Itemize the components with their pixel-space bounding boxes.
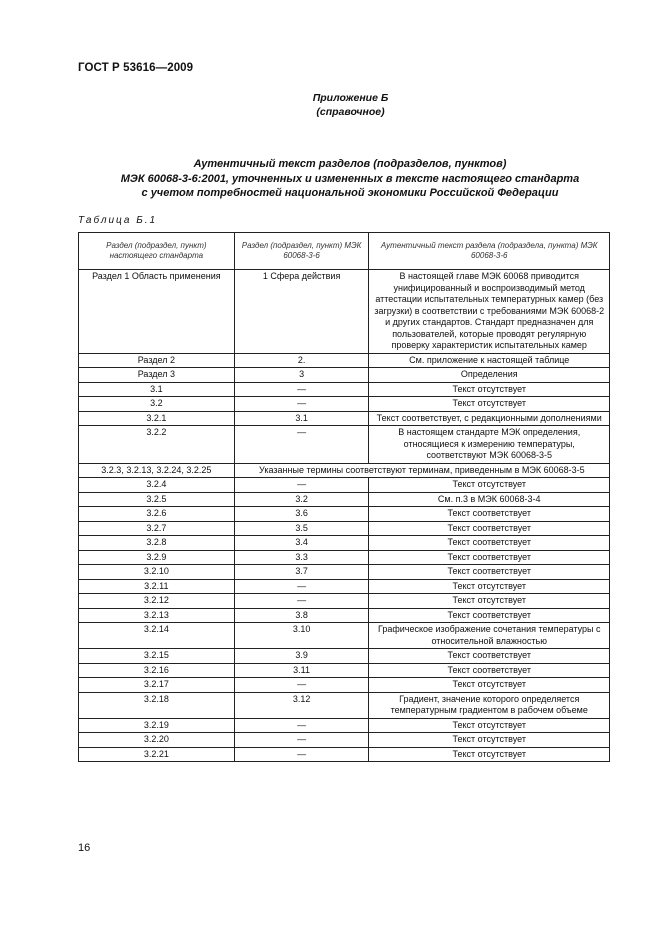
cell-authentic-text: Текст соответствует: [369, 550, 610, 565]
appendix-subtitle: (справочное): [316, 106, 385, 118]
cell-iec-section: —: [234, 678, 369, 693]
cell-authentic-text: В настоящей главе МЭК 60068 приводится унифицированный и воспроизводимый метод аттестации испытательных температурных камер (без загрузки) в соответствии с требованиями МЭК 60068-2 и других стандартов. Стандарт предназначен для пользователей, которые проводят регулярную проверку характеристик испытательных камер: [369, 270, 610, 354]
cell-this-standard: 3.2.4: [79, 478, 235, 493]
cell-this-standard: 3.2.7: [79, 521, 235, 536]
table-row: [79, 411, 610, 426]
cell-authentic-text: Определения: [369, 368, 610, 383]
table-row: [79, 492, 610, 507]
cell-authentic-text: Текст отсутствует: [369, 594, 610, 609]
cell-iec-section: 2.: [234, 353, 369, 368]
document-standard-number: ГОСТ Р 53616—2009: [78, 62, 194, 74]
cell-iec-section: —: [234, 426, 369, 464]
cell-this-standard: Раздел 1 Область применения: [79, 270, 235, 354]
cell-authentic-text: Текст соответствует: [369, 536, 610, 551]
cell-this-standard: Раздел 2: [79, 353, 235, 368]
table-row: [79, 678, 610, 693]
cell-this-standard: 3.2.11: [79, 579, 235, 594]
cell-iec-section: 3.6: [234, 507, 369, 522]
cell-this-standard: 3.2: [79, 397, 235, 412]
header-this-standard: Раздел (подраздел, пункт) настоящего стандарта: [79, 233, 235, 270]
cell-this-standard: 3.2.16: [79, 663, 235, 678]
cell-this-standard: 3.2.3, 3.2.13, 3.2.24, 3.2.25: [79, 463, 235, 478]
cell-this-standard: 3.2.2: [79, 426, 235, 464]
cell-authentic-text: Текст соответствует: [369, 565, 610, 580]
cell-iec-section: 3.9: [234, 649, 369, 664]
appendix-title: Приложение Б: [312, 92, 389, 104]
table-row: [79, 426, 610, 464]
cell-this-standard: 3.2.20: [79, 733, 235, 748]
cell-authentic-text: См. п.3 в МЭК 60068-3-4: [369, 492, 610, 507]
table-row: [79, 353, 610, 368]
cell-authentic-text: Текст соответствует, с редакционными дополнениями: [369, 411, 610, 426]
cell-this-standard: 3.2.1: [79, 411, 235, 426]
cell-this-standard: 3.2.5: [79, 492, 235, 507]
page-number: 16: [78, 842, 91, 854]
cell-iec-section: 3.12: [234, 692, 369, 718]
table-header-row: [79, 233, 610, 270]
table-row: [79, 692, 610, 718]
table-row: [79, 579, 610, 594]
cell-iec-section: —: [234, 594, 369, 609]
comparison-table: [78, 232, 610, 762]
table-row: [79, 747, 610, 762]
cell-iec-section: 3.2: [234, 492, 369, 507]
cell-iec-section: 3.3: [234, 550, 369, 565]
cell-iec-section: —: [234, 382, 369, 397]
cell-this-standard: Раздел 3: [79, 368, 235, 383]
table-row: [79, 270, 610, 354]
table-row: [79, 463, 610, 478]
cell-this-standard: 3.2.10: [79, 565, 235, 580]
cell-iec-section: —: [234, 718, 369, 733]
cell-this-standard: 3.2.21: [79, 747, 235, 762]
cell-iec-section: 3.5: [234, 521, 369, 536]
cell-iec-section: —: [234, 478, 369, 493]
cell-authentic-text: Текст соответствует: [369, 649, 610, 664]
section-title-line-3: с учетом потребностей национальной экономики Российской Федерации: [141, 187, 559, 199]
cell-iec-section: —: [234, 397, 369, 412]
table-row: [79, 608, 610, 623]
cell-authentic-text: См. приложение к настоящей таблице: [369, 353, 610, 368]
table-row: [79, 550, 610, 565]
table-row: [79, 521, 610, 536]
cell-iec-section: 3.4: [234, 536, 369, 551]
table-caption: Таблица Б.1: [78, 215, 158, 226]
cell-this-standard: 3.2.9: [79, 550, 235, 565]
cell-authentic-text: Текст соответствует: [369, 663, 610, 678]
cell-authentic-text: Текст отсутствует: [369, 579, 610, 594]
table-row: [79, 507, 610, 522]
table-row: [79, 536, 610, 551]
header-iec-section: Раздел (подраздел, пункт) МЭК 60068-3-6: [234, 233, 369, 270]
cell-iec-section: —: [234, 579, 369, 594]
cell-iec-section: —: [234, 733, 369, 748]
section-title-line-1: Аутентичный текст разделов (подразделов, пунктов): [193, 158, 507, 170]
table-row: [79, 382, 610, 397]
table-body: [79, 270, 610, 762]
cell-authentic-text: Текст отсутствует: [369, 718, 610, 733]
cell-this-standard: 3.2.19: [79, 718, 235, 733]
cell-iec-section: 3.1: [234, 411, 369, 426]
table-row: [79, 397, 610, 412]
table-row: [79, 623, 610, 649]
cell-authentic-text: Графическое изображение сочетания температуры с относительной влажностью: [369, 623, 610, 649]
cell-authentic-text: Текст отсутствует: [369, 397, 610, 412]
cell-this-standard: 3.2.8: [79, 536, 235, 551]
cell-authentic-text: Текст соответствует: [369, 507, 610, 522]
cell-authentic-text: Текст отсутствует: [369, 747, 610, 762]
cell-authentic-text: Текст отсутствует: [369, 478, 610, 493]
cell-iec-section: —: [234, 747, 369, 762]
cell-iec-section: 3.7: [234, 565, 369, 580]
table-row: [79, 663, 610, 678]
table-row: [79, 565, 610, 580]
cell-this-standard: 3.2.13: [79, 608, 235, 623]
cell-this-standard: 3.2.18: [79, 692, 235, 718]
header-authentic-text: Аутентичный текст раздела (подраздела, пункта) МЭК 60068-3-6: [369, 233, 610, 270]
cell-this-standard: 3.2.15: [79, 649, 235, 664]
cell-iec-section: 3.11: [234, 663, 369, 678]
table-row: [79, 368, 610, 383]
cell-iec-section: 3.10: [234, 623, 369, 649]
table-row: [79, 718, 610, 733]
cell-authentic-text: Текст отсутствует: [369, 382, 610, 397]
cell-iec-section: 3.8: [234, 608, 369, 623]
cell-iec-section: 1 Сфера действия: [234, 270, 369, 354]
table-row: [79, 649, 610, 664]
section-title: [60, 157, 640, 201]
section-title-line-2: МЭК 60068-3-6:2001, уточненных и измененных в тексте настоящего стандарта: [120, 172, 580, 185]
cell-this-standard: 3.2.12: [79, 594, 235, 609]
cell-authentic-text: Текст соответствует: [369, 521, 610, 536]
cell-this-standard: 3.1: [79, 382, 235, 397]
cell-iec-section: 3: [234, 368, 369, 383]
cell-authentic-text: Текст соответствует: [369, 608, 610, 623]
table-row: [79, 594, 610, 609]
table-row: [79, 478, 610, 493]
cell-merged-note: Указанные термины соответствуют терминам, приведенным в МЭК 60068-3-5: [234, 463, 609, 478]
table-row: [79, 733, 610, 748]
cell-this-standard: 3.2.14: [79, 623, 235, 649]
cell-this-standard: 3.2.17: [79, 678, 235, 693]
cell-authentic-text: Текст отсутствует: [369, 733, 610, 748]
cell-authentic-text: Текст отсутствует: [369, 678, 610, 693]
cell-authentic-text: В настоящем стандарте МЭК определения, относящиеся к измерению температуры, соответствуют МЭК 60068-3-5: [369, 426, 610, 464]
cell-authentic-text: Градиент, значение которого определяется температурным градиентом в рабочем объеме: [369, 692, 610, 718]
cell-this-standard: 3.2.6: [79, 507, 235, 522]
